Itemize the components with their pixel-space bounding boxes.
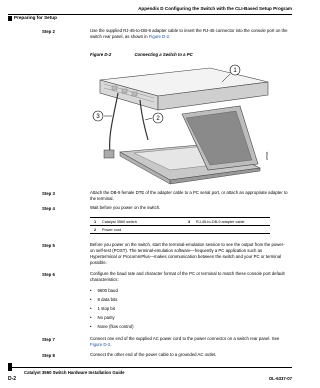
figure-legend-table [90, 217, 270, 234]
legend-num: 1 [90, 218, 100, 226]
step-2-suffix: . [169, 34, 171, 39]
step-4-text: Wait before you power on the switch. [90, 205, 161, 210]
list-item: • None (flow control) [90, 322, 134, 331]
figure-link[interactable]: Figure D-2 [90, 342, 111, 347]
header-marker [8, 16, 12, 21]
callout-3 [93, 111, 112, 121]
step-2-text [90, 28, 288, 40]
legend-num [184, 226, 194, 234]
console-defaults-list [90, 286, 134, 331]
list-item: • 9600 baud [90, 286, 134, 295]
figure-id: 97506 [265, 151, 269, 160]
figure-title: Connecting a Switch to a PC [134, 52, 193, 57]
section-label: Preparing for Setup [14, 15, 57, 20]
legend-num: 3 [184, 218, 194, 226]
step-3-text: Attach the DB-9 female DTE of the adapter cable to a PC serial port, or attach an appropriate adapter to the terminal. [90, 190, 288, 201]
step-2-label: Step 2 [42, 29, 55, 34]
legend-desc: Catalyst 3560 switch [100, 218, 184, 226]
list-item: • 8 data bits [90, 295, 134, 304]
header-title: Appendix D Configuring the Switch with the CLI-Based Setup Program [138, 6, 292, 11]
table-row [90, 218, 270, 226]
figure-caption [90, 52, 193, 57]
step-7-body: Connect one end of the supplied AC power cord to the power connector on a switch rear panel. See [90, 336, 280, 341]
list-item: • 1 stop bit [90, 304, 134, 313]
step-4-label: Step 4 [42, 206, 55, 211]
step-3-label: Step 3 [42, 191, 55, 196]
step-7-label: Step 7 [42, 337, 55, 342]
svg-text:2: 2 [156, 116, 160, 122]
connection-illustration [90, 60, 270, 186]
legend-desc [194, 226, 270, 234]
console-cable [110, 93, 118, 152]
page-number: D-2 [8, 376, 17, 382]
callout-2 [145, 113, 163, 123]
step-6-text: Configure the baud rate and character format of the PC or terminal to match these console port default characteristics: [90, 271, 285, 282]
step-7-suffix: . [110, 342, 112, 347]
legend-desc: RJ-45-to-DB-9 adapter cable [194, 218, 270, 226]
table-row [90, 226, 270, 234]
laptop-icon [120, 106, 260, 184]
step-8-text: Connect the other end of the power cable to a grounded AC outlet. [90, 352, 217, 357]
document-number: OL-6337-07 [268, 376, 292, 381]
step-7-text [90, 336, 288, 348]
figure-number: Figure D-2 [90, 52, 112, 57]
step-6-label: Step 6 [42, 272, 55, 277]
svg-text:1: 1 [233, 68, 237, 74]
legend-desc: Power cord [100, 226, 184, 234]
switch-icon [100, 68, 268, 110]
list-item: • No parity [90, 313, 134, 322]
figure-link[interactable]: Figure D-2 [148, 34, 170, 39]
step-5-label: Step 5 [42, 243, 55, 248]
db9-connector-icon [104, 150, 114, 158]
svg-text:3: 3 [96, 114, 100, 120]
footer-title: Catalyst 3560 Switch Hardware Installation Guide [24, 370, 125, 375]
step-5-text: Before you power on the switch, start the terminal-emulation session to see the output from the power-on self-test (POST). The terminal-emulation software—frequently a PC application such as Hyperterminal or ProcommPlus—makes communication between the switch and your PC or terminal possible. [90, 242, 285, 265]
step-2-body: Use the supplied RJ-45-to-DB-9 adapter cable to insert the RJ-45 connector into the console port on the switch rear panel, as shown in [90, 28, 288, 39]
step-8-label: Step 8 [42, 353, 55, 358]
legend-num: 2 [90, 226, 100, 234]
footer-rule [8, 367, 292, 368]
